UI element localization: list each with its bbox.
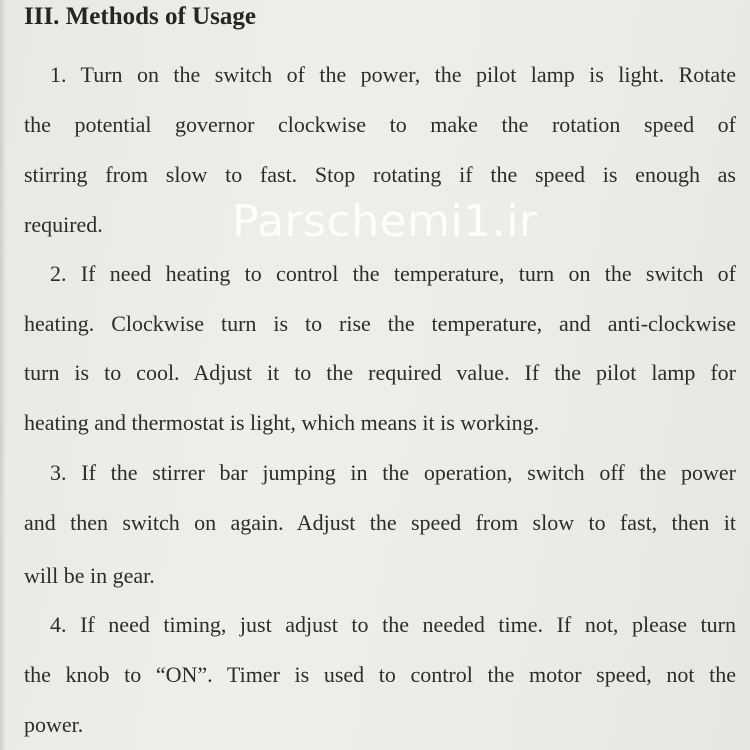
section-heading: III. Methods of Usage (24, 3, 256, 30)
text-line-6: heating. Clockwise turn is to rise the temperature, and anti-clockwise (24, 311, 736, 336)
page-edge-shadow (0, 0, 6, 750)
text-line-12: 4. If need timing, just adjust to the needed time. If not, please turn (50, 612, 736, 637)
text-line-2: the potential governor clockwise to make the rotation speed of (24, 112, 736, 137)
text-line-4: required. (24, 212, 103, 237)
text-line-9: 3. If the stirrer bar jumping in the operation, switch off the power (50, 460, 736, 485)
text-line-5: 2. If need heating to control the temperature, turn on the switch of (50, 261, 736, 286)
text-line-11: will be in gear. (24, 563, 155, 588)
watermark-text: Parschemi1.ir (232, 196, 538, 247)
text-line-10: and then switch on again. Adjust the speed from slow to fast, then it (24, 510, 736, 535)
text-line-3: stirring from slow to fast. Stop rotating if the speed is enough as (24, 162, 736, 187)
text-line-8: heating and thermostat is light, which means it is working. (24, 410, 540, 435)
text-line-14: power. (24, 712, 84, 737)
text-line-1: 1. Turn on the switch of the power, the pilot lamp is light. Rotate (50, 62, 736, 87)
text-line-7: turn is to cool. Adjust it to the required value. If the pilot lamp for (24, 360, 736, 385)
text-line-13: the knob to “ON”. Timer is used to control the motor speed, not the (24, 662, 736, 687)
